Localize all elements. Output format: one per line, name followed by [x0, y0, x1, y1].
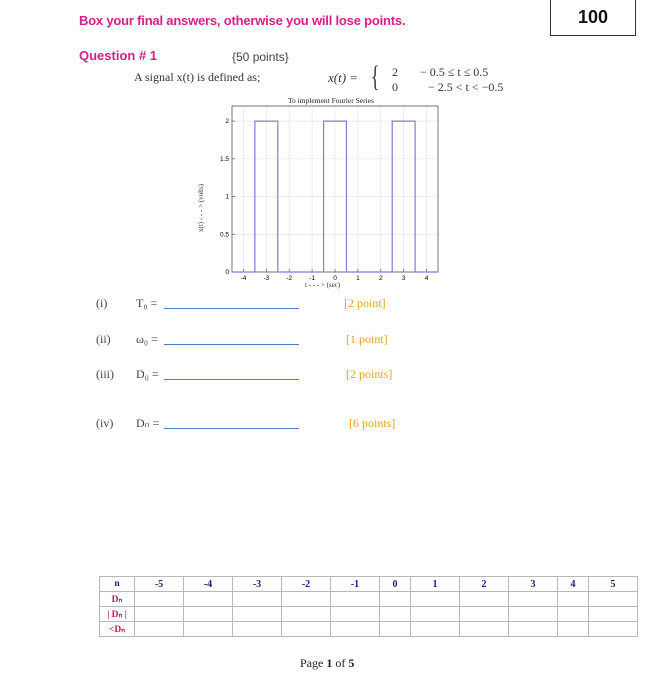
- answer-blank[interactable]: [164, 416, 299, 429]
- table-cell[interactable]: [331, 592, 380, 607]
- x-tick-label: 0: [333, 275, 337, 282]
- x-tick-label: 1: [356, 275, 360, 282]
- signal-intro: A signal x(t) is defined as;: [134, 70, 261, 84]
- y-tick-label: 0: [225, 269, 229, 276]
- n-value: -5: [135, 577, 184, 592]
- plot-xlabel: t - - - > (sec): [305, 281, 341, 289]
- part-label: D₀ =: [136, 367, 159, 381]
- part-roman: (ii): [96, 332, 111, 346]
- y-ticks: [220, 118, 235, 276]
- part-label: Dₙ =: [136, 416, 160, 430]
- x-tick-label: -2: [286, 275, 293, 282]
- instruction-banner: Box your final answers, otherwise you will lose points.: [79, 13, 406, 28]
- n-value: 4: [558, 577, 589, 592]
- table-row: [100, 622, 638, 637]
- table-cell[interactable]: [135, 607, 184, 622]
- part-roman: (iii): [96, 367, 114, 381]
- table-row: [100, 607, 638, 622]
- n-value: -4: [184, 577, 233, 592]
- part-label: ω₀ =: [136, 332, 158, 346]
- table-cell[interactable]: [184, 607, 233, 622]
- case-1-condition: − 0.5 ≤ t ≤ 0.5: [420, 65, 489, 79]
- plot-grid: [232, 106, 438, 272]
- footer-prefix: Page: [300, 656, 327, 670]
- signal-lhs: x(t) =: [328, 70, 359, 85]
- table-cell[interactable]: [282, 607, 331, 622]
- table-cell[interactable]: [589, 607, 638, 622]
- table-cell[interactable]: [558, 592, 589, 607]
- footer-total-pages: 5: [348, 656, 355, 670]
- table-cell[interactable]: [589, 622, 638, 637]
- row-label: n: [100, 577, 135, 592]
- n-value: 3: [509, 577, 558, 592]
- table-cell[interactable]: [460, 607, 509, 622]
- n-value: -2: [282, 577, 331, 592]
- coefficient-table: [99, 576, 638, 637]
- x-tick-label: 2: [378, 275, 383, 282]
- part-points: [6 points]: [349, 416, 396, 430]
- part-roman: (iv): [96, 416, 114, 430]
- table-cell[interactable]: [135, 622, 184, 637]
- x-tick-label: -4: [240, 275, 247, 282]
- table-cell[interactable]: [331, 622, 380, 637]
- row-label: | Dₙ |: [100, 607, 135, 622]
- table-header-row: [100, 577, 638, 592]
- case-2-value: 0: [392, 80, 398, 94]
- case-1-value: 2: [392, 65, 398, 79]
- x-tick-label: 4: [424, 275, 429, 282]
- n-value: -3: [233, 577, 282, 592]
- part-points: [2 point]: [344, 296, 386, 310]
- table-cell[interactable]: [411, 622, 460, 637]
- part-label: T₀ =: [136, 296, 158, 310]
- n-value: 0: [380, 577, 411, 592]
- table-cell[interactable]: [282, 592, 331, 607]
- row-label: Dₙ: [100, 592, 135, 607]
- table-cell[interactable]: [460, 592, 509, 607]
- n-value: 5: [589, 577, 638, 592]
- y-tick-label: 0.5: [219, 231, 229, 239]
- question-title: Question # 1: [79, 48, 158, 63]
- answer-blank[interactable]: [164, 332, 299, 345]
- piecewise-brace: {: [370, 60, 380, 93]
- row-label: <Dₙ: [100, 622, 135, 637]
- table-cell[interactable]: [411, 607, 460, 622]
- x-tick-label: -3: [263, 275, 270, 282]
- signal-plot: [0, 0, 659, 300]
- table-cell[interactable]: [380, 607, 411, 622]
- table-cell[interactable]: [460, 622, 509, 637]
- plot-ylabel: x(t) - - - > (volts): [197, 183, 205, 232]
- answer-blank[interactable]: [164, 367, 299, 380]
- x-tick-label: -1: [309, 275, 316, 282]
- question-points: {50 points}: [232, 50, 289, 64]
- case-2-condition: − 2.5 < t < −0.5: [428, 80, 504, 94]
- footer-of: of: [332, 656, 349, 670]
- table-cell[interactable]: [558, 607, 589, 622]
- table-cell[interactable]: [509, 622, 558, 637]
- table-cell[interactable]: [380, 592, 411, 607]
- page-footer: [300, 656, 354, 671]
- plot-title: To implement Fourier Series: [288, 96, 374, 105]
- x-tick-label: 3: [401, 275, 406, 282]
- table-cell[interactable]: [184, 622, 233, 637]
- table-cell[interactable]: [184, 592, 233, 607]
- part-points: [1 point]: [346, 332, 388, 346]
- footer-current-page: 1: [326, 656, 333, 670]
- n-value: -1: [331, 577, 380, 592]
- table-cell[interactable]: [331, 607, 380, 622]
- table-cell[interactable]: [558, 622, 589, 637]
- y-tick-label: 1: [225, 193, 229, 201]
- table-row: [100, 592, 638, 607]
- n-value: 1: [411, 577, 460, 592]
- table-cell[interactable]: [509, 607, 558, 622]
- x-ticks: [241, 269, 429, 282]
- table-cell[interactable]: [411, 592, 460, 607]
- table-cell[interactable]: [135, 592, 184, 607]
- answer-blank[interactable]: [164, 296, 299, 309]
- y-tick-label: 2: [225, 118, 229, 126]
- score-value: 100: [577, 6, 609, 27]
- part-roman: (i): [96, 296, 108, 310]
- table-cell[interactable]: [509, 592, 558, 607]
- part-points: [2 points]: [346, 367, 393, 381]
- table-cell[interactable]: [233, 592, 282, 607]
- table-cell[interactable]: [233, 622, 282, 637]
- table-cell[interactable]: [380, 622, 411, 637]
- table-cell[interactable]: [589, 592, 638, 607]
- table-cell[interactable]: [233, 607, 282, 622]
- n-value: 2: [460, 577, 509, 592]
- table-cell[interactable]: [282, 622, 331, 637]
- y-tick-label: 1.5: [219, 155, 229, 163]
